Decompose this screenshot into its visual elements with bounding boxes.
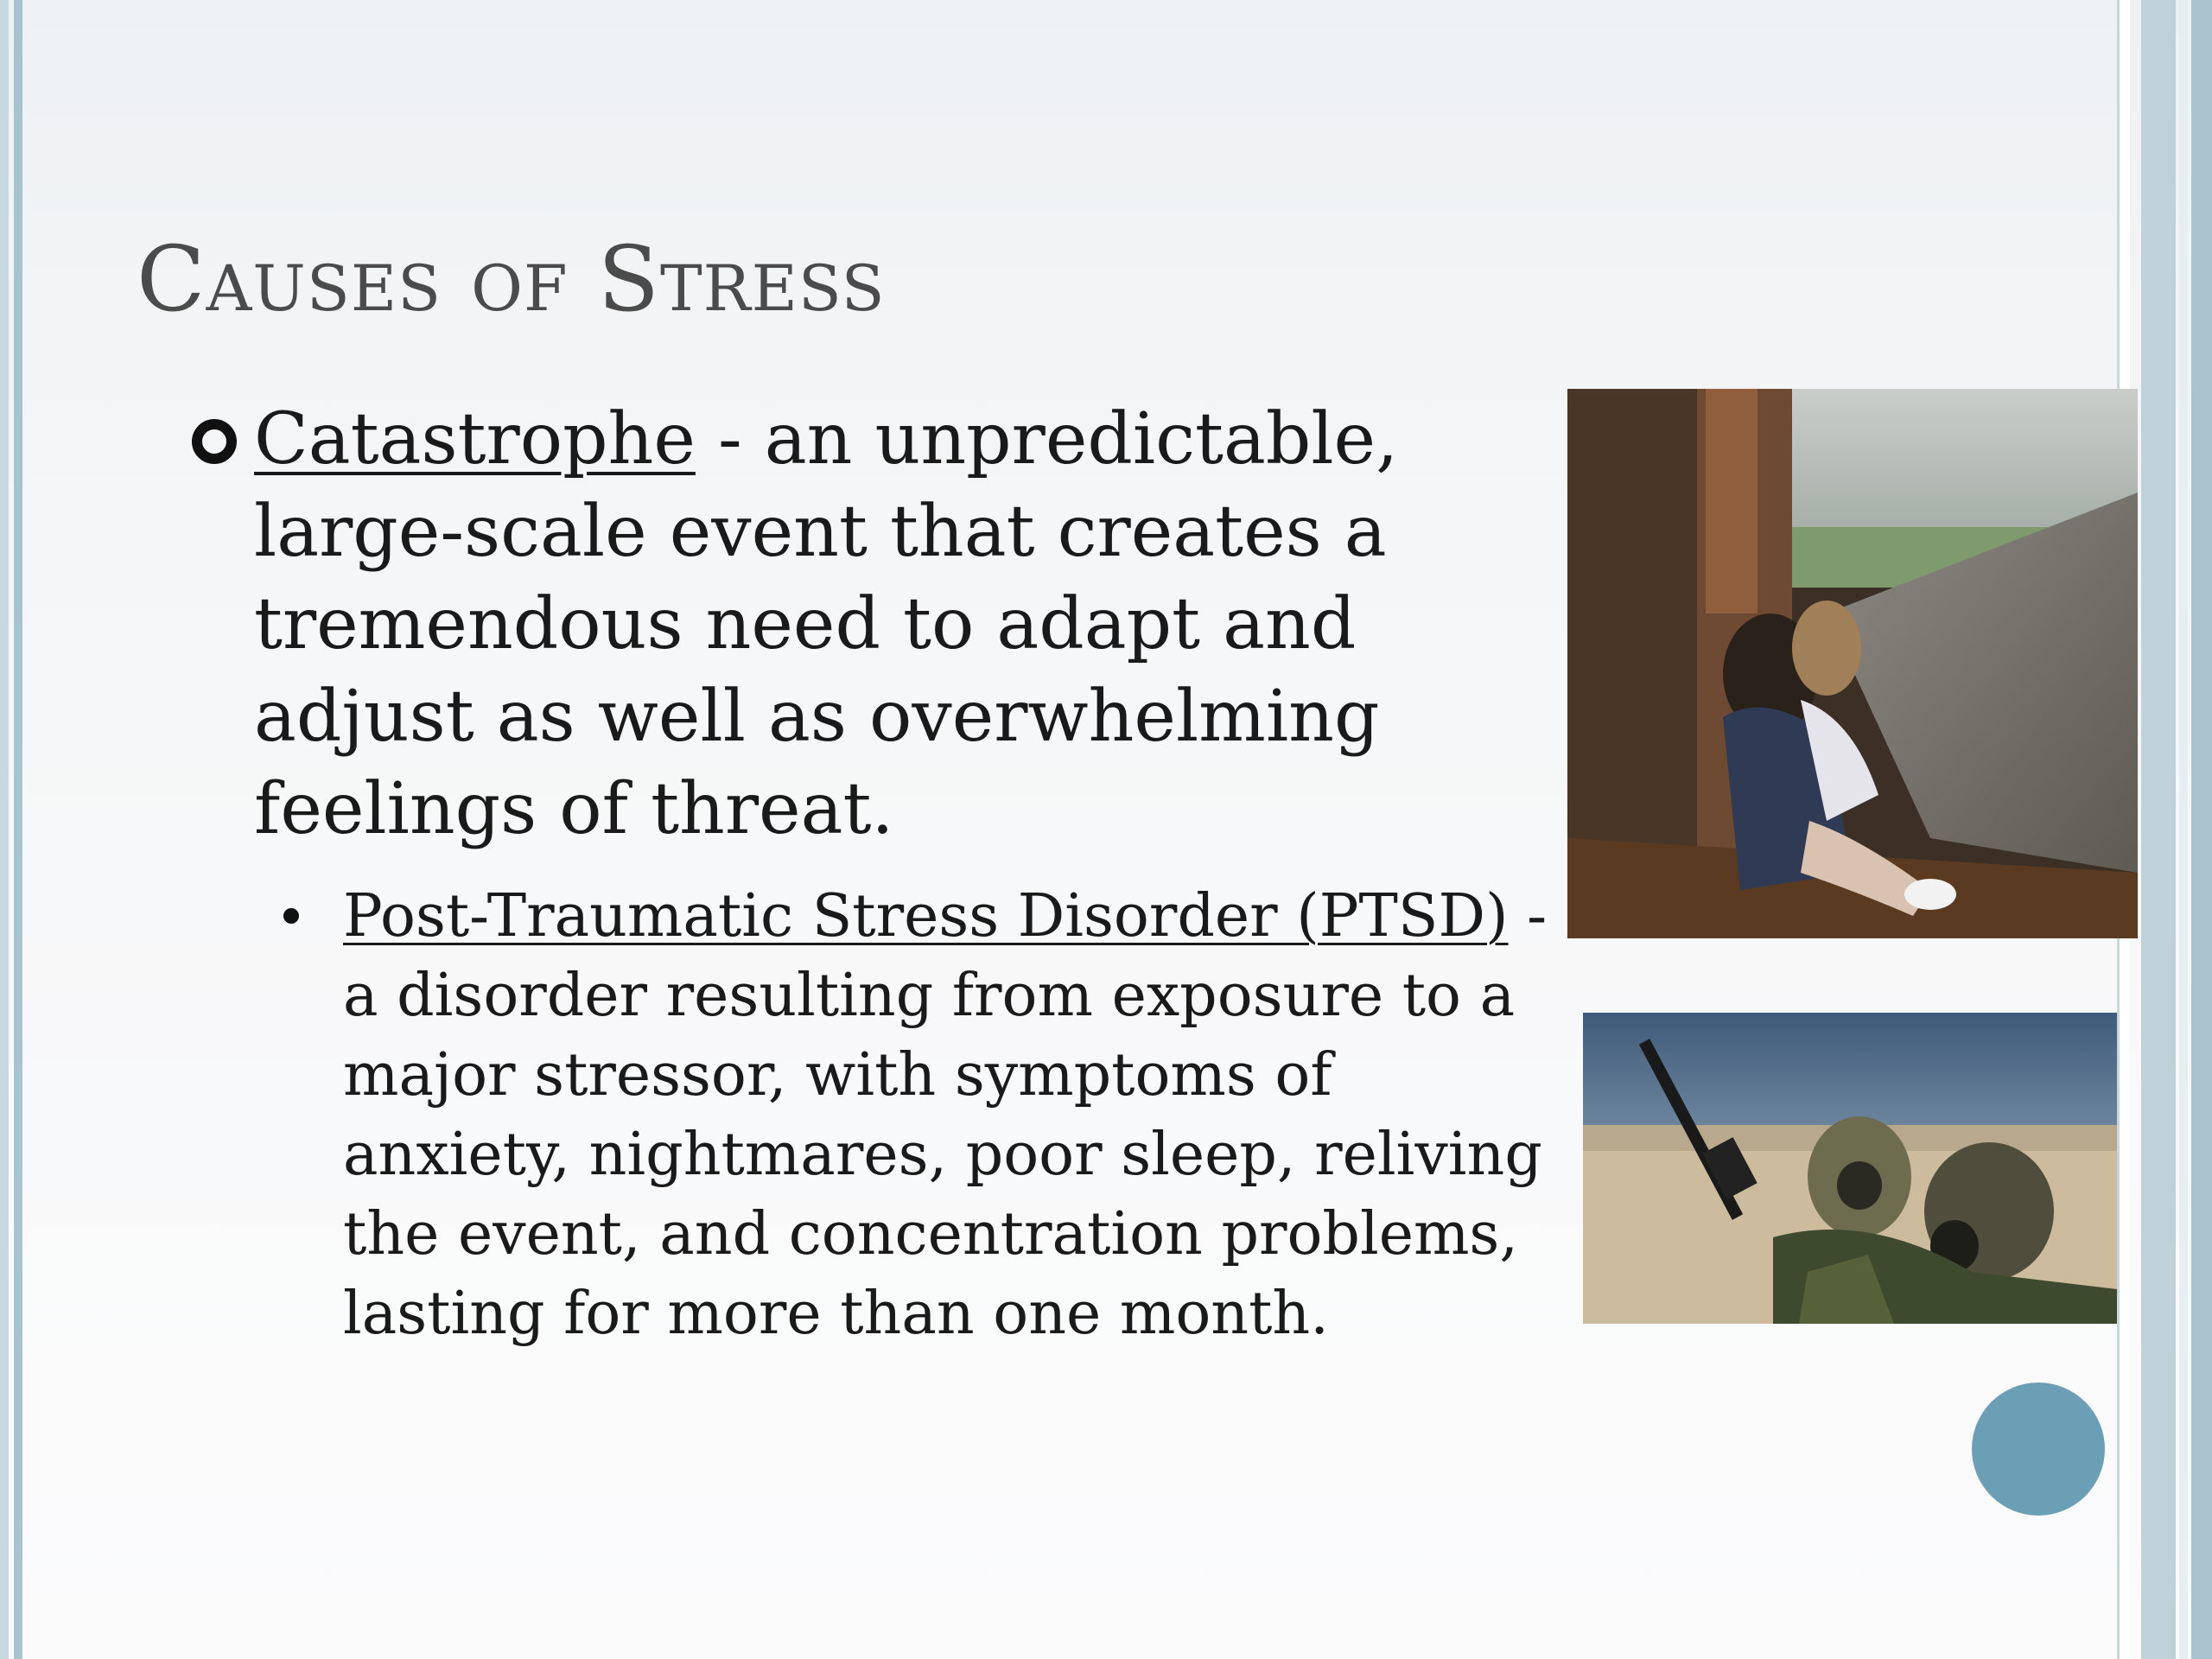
slide-title: Causes of Stress xyxy=(137,226,886,332)
dot-bullet-icon xyxy=(283,908,299,924)
left-border-stripe-inner xyxy=(14,0,22,1659)
right-border-stripe-light xyxy=(2179,0,2188,1659)
main-bullet-text xyxy=(192,393,1540,855)
left-border-stripe xyxy=(0,0,9,1659)
catastrophe-definition: - an unpredictable, large-scale event that creates a tremendous need to adapt and adjust as well as overwhelming feelings of threat. xyxy=(254,398,1399,850)
ptsd-definition: - a disorder resulting from exposure to a major stressor, with symptoms of anxiety, nightmares, poor sleep, reliving the event, and concentration problems, lasting for more than one month. xyxy=(343,882,1548,1348)
sub-bullet-text xyxy=(278,877,1548,1354)
ptsd-term: Post-Traumatic Stress Disorder (PTSD) xyxy=(343,882,1509,950)
catastrophe-term: Catastrophe xyxy=(254,398,696,480)
sub-bullet xyxy=(278,877,1548,1354)
soldiers-gasmask-photo xyxy=(1583,1013,2117,1324)
main-bullet xyxy=(192,393,1540,855)
decorative-circle xyxy=(1972,1382,2105,1516)
ring-bullet-icon xyxy=(192,419,237,464)
right-border-edge xyxy=(2191,0,2212,1659)
storm-shelter-photo xyxy=(1567,389,2138,938)
right-border-band xyxy=(2141,0,2176,1659)
